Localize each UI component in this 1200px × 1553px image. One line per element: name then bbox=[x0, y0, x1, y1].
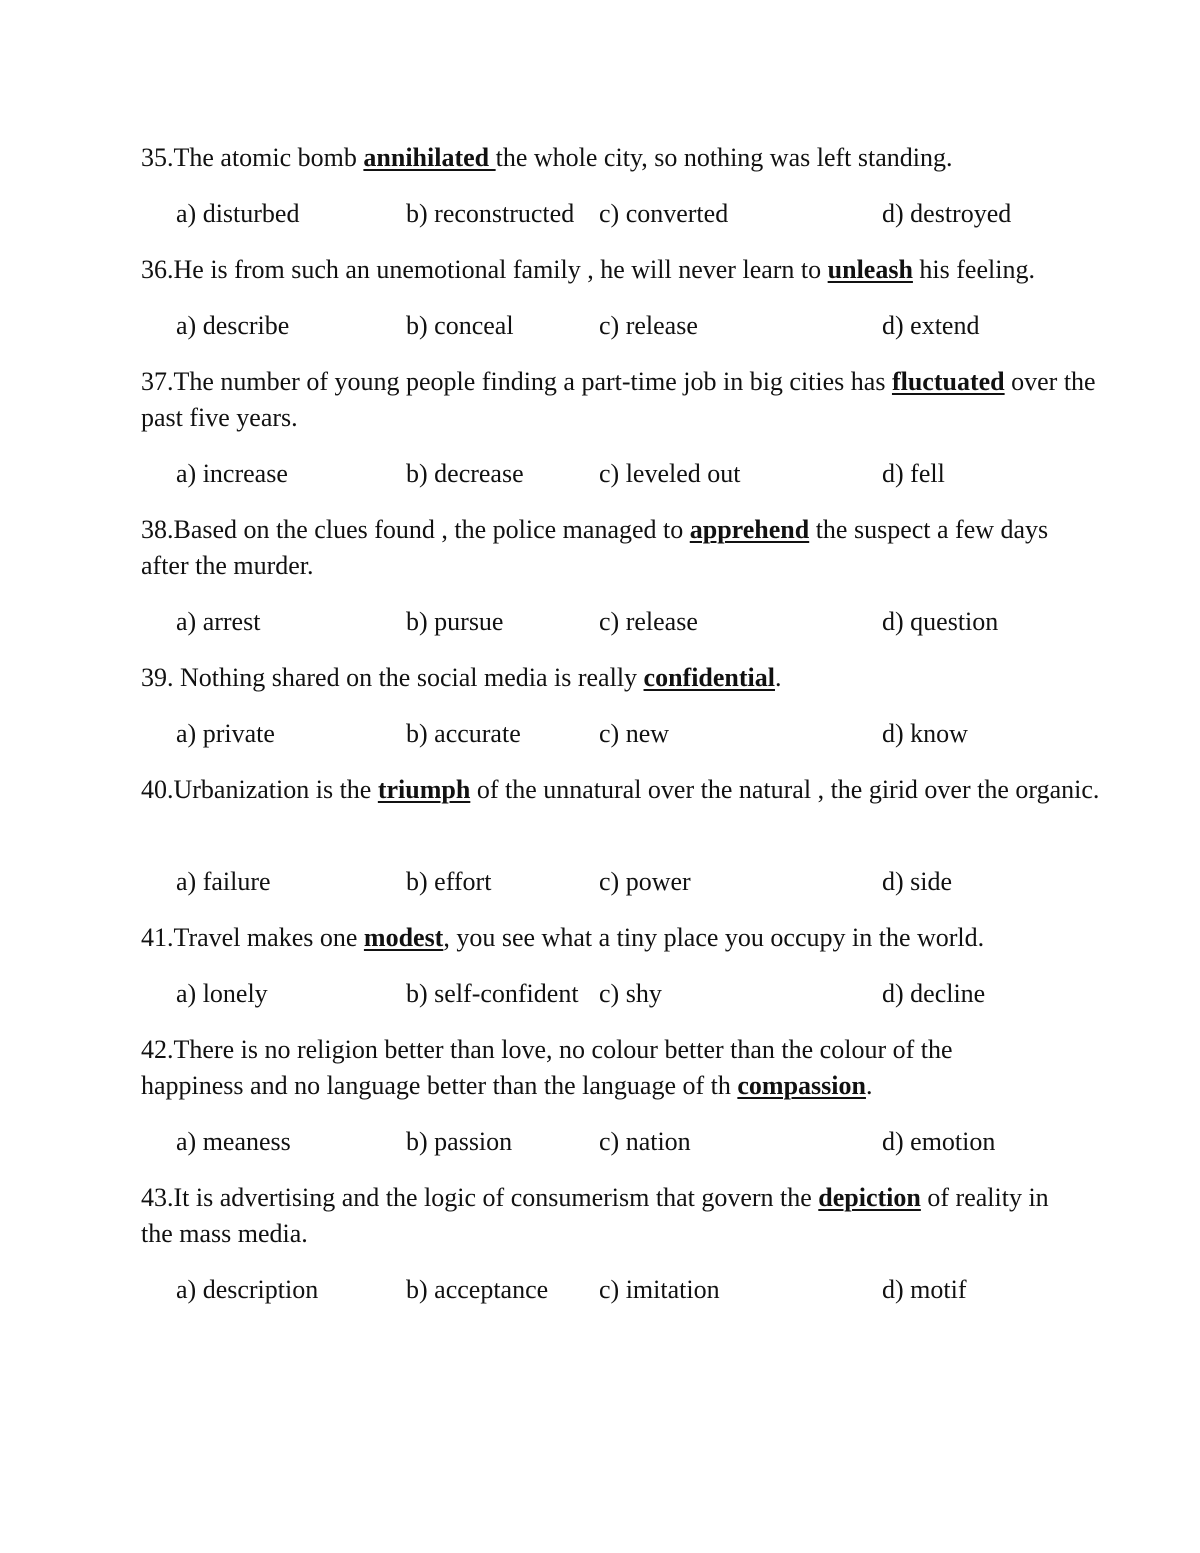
option-d: d) decline bbox=[882, 979, 986, 1008]
option-b: b) acceptance bbox=[406, 1275, 549, 1304]
question-37: 37.The number of young people finding a part-time job in big cities has fluctuated over the past five years. bbox=[141, 367, 1096, 432]
option-a: a) private bbox=[176, 719, 275, 748]
question-42: 42.There is no religion better than love, no colour better than the colour of the happiness and no language better than the language of th compassion. bbox=[141, 1035, 953, 1100]
keyword: confidential bbox=[643, 663, 775, 692]
option-c: c) shy bbox=[599, 979, 662, 1008]
option-c: c) release bbox=[599, 311, 698, 340]
option-d: d) question bbox=[882, 607, 999, 636]
options-39 bbox=[0, 716, 1200, 752]
question-40: 40.Urbanization is the triumph of the unnatural over the natural , the girid over the organic. bbox=[141, 775, 1100, 804]
option-d: d) extend bbox=[882, 311, 980, 340]
option-c: c) release bbox=[599, 607, 698, 636]
option-c: c) nation bbox=[599, 1127, 691, 1156]
options-38 bbox=[0, 604, 1200, 640]
option-b: b) accurate bbox=[406, 719, 521, 748]
option-c: c) new bbox=[599, 719, 670, 748]
option-b: b) self-confident bbox=[406, 979, 579, 1008]
option-b: b) effort bbox=[406, 867, 492, 896]
question-38: 38.Based on the clues found , the police managed to apprehend the suspect a few days after the murder. bbox=[141, 515, 1049, 580]
keyword: apprehend bbox=[689, 515, 810, 544]
option-a: a) meaness bbox=[176, 1127, 291, 1156]
options-36 bbox=[0, 308, 1200, 344]
option-c: c) leveled out bbox=[599, 459, 741, 488]
option-a: a) failure bbox=[176, 867, 271, 896]
option-a: a) increase bbox=[176, 459, 288, 488]
keyword: fluctuated bbox=[891, 367, 1005, 396]
options-41 bbox=[0, 976, 1200, 1012]
options-35 bbox=[0, 196, 1200, 232]
option-d: d) side bbox=[882, 867, 953, 896]
option-d: d) emotion bbox=[882, 1127, 996, 1156]
option-d: d) motif bbox=[882, 1275, 967, 1304]
option-c: c) power bbox=[599, 867, 691, 896]
option-d: d) fell bbox=[882, 459, 945, 488]
question-36: 36.He is from such an unemotional family , he will never learn to unleash his feeling. bbox=[141, 255, 1035, 284]
question-39: 39. Nothing shared on the social media is really confidential. bbox=[141, 663, 782, 692]
keyword: modest bbox=[363, 923, 444, 952]
option-b: b) pursue bbox=[406, 607, 504, 636]
option-c: c) imitation bbox=[599, 1275, 720, 1304]
option-a: a) lonely bbox=[176, 979, 268, 1008]
option-b: b) reconstructed bbox=[406, 199, 575, 228]
options-43 bbox=[0, 1272, 1200, 1308]
keyword: compassion bbox=[737, 1071, 866, 1100]
keyword: depiction bbox=[818, 1183, 921, 1212]
option-a: a) arrest bbox=[176, 607, 261, 636]
question-35: 35.The atomic bomb annihilated the whole city, so nothing was left standing. bbox=[141, 143, 953, 172]
option-a: a) disturbed bbox=[176, 199, 300, 228]
option-d: d) know bbox=[882, 719, 968, 748]
option-a: a) description bbox=[176, 1275, 319, 1304]
option-b: b) conceal bbox=[406, 311, 514, 340]
option-b: b) decrease bbox=[406, 459, 524, 488]
question-43: 43.It is advertising and the logic of consumerism that govern the depiction of reality in the mass media. bbox=[141, 1183, 1049, 1248]
options-40 bbox=[0, 864, 1200, 900]
keyword: triumph bbox=[377, 775, 471, 804]
option-b: b) passion bbox=[406, 1127, 513, 1156]
question-41: 41.Travel makes one modest, you see what a tiny place you occupy in the world. bbox=[141, 923, 985, 952]
keyword: unleash bbox=[827, 255, 913, 284]
option-d: d) destroyed bbox=[882, 199, 1012, 228]
options-37 bbox=[0, 456, 1200, 492]
option-a: a) describe bbox=[176, 311, 290, 340]
options-42 bbox=[0, 1124, 1200, 1160]
keyword: annihilated bbox=[363, 143, 496, 172]
option-c: c) converted bbox=[599, 199, 729, 228]
